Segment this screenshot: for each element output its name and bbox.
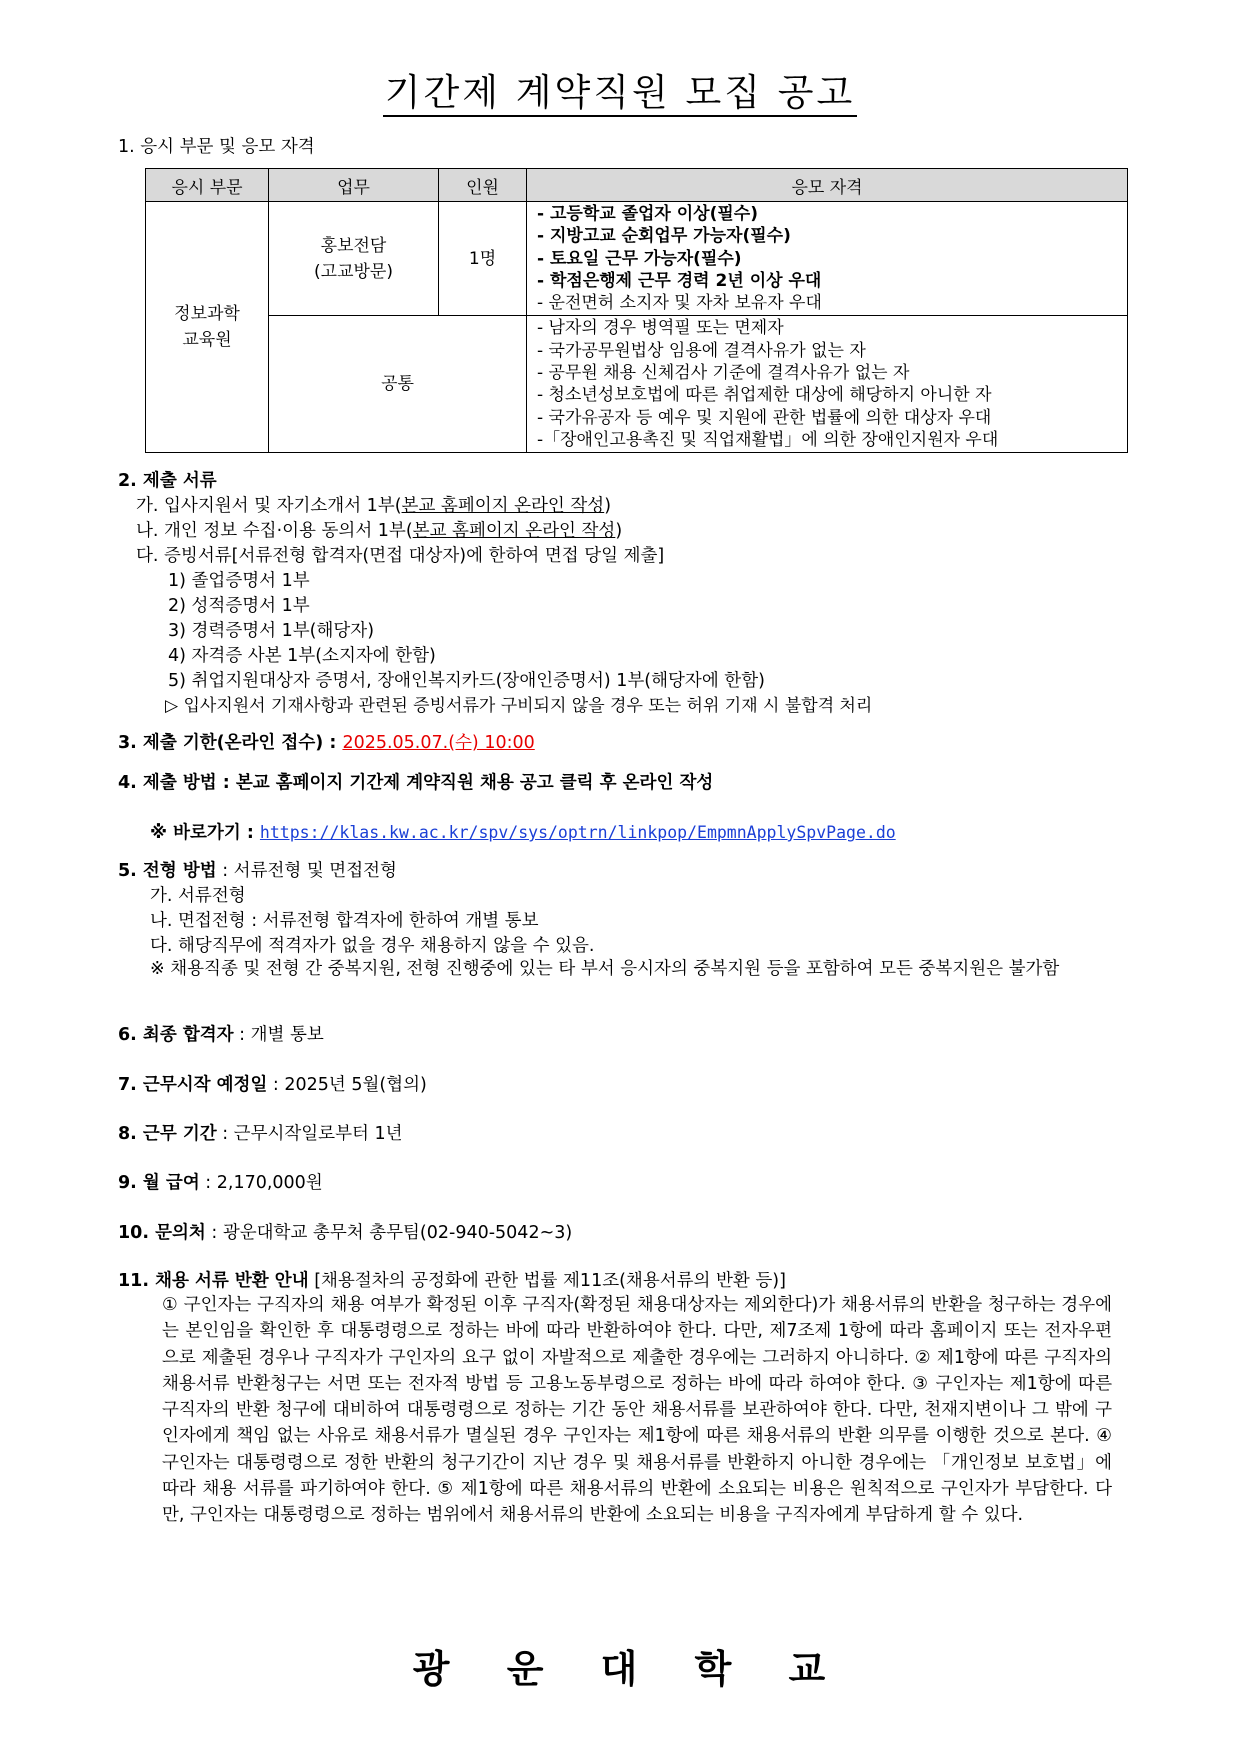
qualifications-cell	[527, 202, 1128, 316]
section-8-value: : 근무시작일로부터 1년	[216, 1124, 403, 1144]
doc-subitem: 4) 자격증 사본 1부(소지자에 한함)	[168, 646, 436, 666]
doc-warning: ▷ 입사지원서 기재사항과 관련된 증빙서류가 구비되지 않을 경우 또는 허위 기재 시 불합격 처리	[165, 696, 873, 716]
job-line: (고교방문)	[314, 261, 393, 282]
qualification-item: -「장애인고용촉진 및 직업재활법」에 의한 장애인지원자 우대	[537, 429, 999, 450]
doc-item-a-suffix: )	[604, 496, 612, 516]
header-dept: 응시 부문	[146, 169, 269, 202]
requirements-table	[145, 168, 1128, 453]
section-3-label: 3. 제출 기한(온라인 접수) :	[118, 733, 343, 753]
section-11-ref: [채용절차의 공정화에 관한 법률 제11조(채용서류의 반환 등)]	[308, 1271, 786, 1291]
section-7-label: 7. 근무시작 예정일	[118, 1075, 268, 1095]
qualification-item: - 토요일 근무 가능자(필수)	[537, 248, 742, 269]
table-row	[146, 316, 1128, 453]
job-cell	[269, 202, 439, 316]
count-cell: 1명	[439, 202, 527, 316]
section-10-label: 10. 문의처	[118, 1223, 206, 1243]
dept-cell	[146, 202, 269, 453]
doc-subitem: 3) 경력증명서 1부(해당자)	[168, 621, 375, 641]
section-6-value: : 개별 통보	[233, 1025, 324, 1045]
job-line: 홍보전담	[320, 235, 387, 256]
doc-item-a-underlined: 본교 홈페이지 온라인 작성	[401, 496, 605, 516]
section-9-value: : 2,170,000원	[199, 1173, 323, 1193]
header-count: 인원	[439, 169, 527, 202]
section-1-heading: 1. 응시 부문 및 응모 자격	[118, 137, 315, 157]
doc-subitem: 1) 졸업증명서 1부	[168, 571, 310, 591]
qualification-item: - 학점은행제 근무 경력 2년 이상 우대	[537, 270, 822, 291]
application-link[interactable]: https://klas.kw.ac.kr/spv/sys/optrn/linkpop/EmpmnApplySpvPage.do	[259, 823, 896, 842]
doc-item-a-text: 가. 입사지원서 및 자기소개서 1부(	[136, 496, 402, 516]
doc-subitem: 2) 성적증명서 1부	[168, 596, 310, 616]
section-5-value: : 서류전형 및 면접전형	[216, 861, 397, 881]
shortcut-label: ※ 바로가기 :	[150, 823, 260, 843]
section-10	[118, 1222, 572, 1244]
section-4: 4. 제출 방법 : 본교 홈페이지 기간제 계약직원 채용 공고 클릭 후 온라인 작성	[118, 773, 714, 793]
deadline-value: 2025.05.07.(수) 10:00	[342, 733, 535, 753]
section-11	[118, 1270, 786, 1292]
section-5-label: 5. 전형 방법	[118, 861, 217, 881]
section-9	[118, 1172, 323, 1194]
page-title: 기간제 계약직원 모집 공고	[0, 62, 1240, 116]
section-8-label: 8. 근무 기간	[118, 1124, 217, 1144]
section-10-value: : 광운대학교 총무처 총무팀(02-940-5042~3)	[205, 1223, 573, 1243]
section-6-label: 6. 최종 합격자	[118, 1025, 234, 1045]
header-qualifications: 응모 자격	[527, 169, 1128, 202]
qualification-item: - 고등학교 졸업자 이상(필수)	[537, 204, 758, 224]
section-9-label: 9. 월 급여	[118, 1173, 200, 1193]
table-header-row	[146, 169, 1128, 202]
doc-item-b	[136, 520, 622, 542]
dept-line: 정보과학	[174, 304, 240, 325]
qualification-item: - 공무원 채용 신체검사 기준에 결격사유가 없는 자	[537, 363, 910, 384]
qualification-item: - 국가공무원법상 임용에 결격사유가 없는 자	[537, 340, 866, 361]
qualification-item: - 남자의 경우 병역필 또는 면제자	[537, 318, 784, 339]
section-8	[118, 1123, 403, 1145]
table-row	[146, 202, 1128, 316]
doc-item-c: 다. 증빙서류[서류전형 합격자(면접 대상자)에 한하여 면접 당일 제출]	[136, 546, 665, 566]
section-7-value: : 2025년 5월(협의)	[267, 1075, 427, 1095]
return-policy-paragraph: ① 구인자는 구직자의 채용 여부가 확정된 이후 구직자(확정된 채용대상자는 제외한다)가 채용서류의 반환을 청구하는 경우에는 본인임을 확인한 후 대통령령으로 정하는 바에 따라 반환하여야 한다. 다만, 제7조제 1항에 따라 홈페이지 또는 전자우편으로 제출된 경우나 구직자가 구인자의 요구 없이 자발적으로 제출한 경우에는 그러하지 아니하다. ② 제1항에 따른 구직자의 채용서류 반환청구는 서면 또는 전자적 방법 등 고용노동부령으로 정하는 바에 따라 하여야 한다. ③ 구인자는 제1항에 따른 구직자의 반환 청구에 대비하여 대통령령으로 정하는 기간 동안 채용서류를 보관하여야 한다. 다만, 천재지변이나 그 밖에 구인자에게 책임 없는 사유로 채용서류가 멸실된 경우 구인자는 제1항에 따른 채용서류의 반환 의무를 이행한 것으로 본다. ④ 구인자는 대통령령으로 정한 반환의 청구기간이 지난 경우 및 채용서류를 반환하지 아니한 경우에는 「개인정보 보호법」에 따라 채용 서류를 파기하여야 한다. ⑤ 제1항에 따른 채용서류의 반환에 소요되는 비용은 원칙적으로 구인자가 부담한다. 다만, 구인자는 대통령령으로 정하는 범위에서 채용서류의 반환에 소요되는 비용을 구직자에게 부담하게 할 수 있다.	[162, 1295, 1112, 1526]
qualification-item: - 지방고교 순회업무 가능자(필수)	[537, 226, 791, 247]
screening-item: 나. 면접전형 : 서류전형 합격자에 한하여 개별 통보	[150, 911, 539, 931]
section-7	[118, 1074, 427, 1096]
common-qualifications-cell	[527, 316, 1128, 453]
section-5	[118, 860, 397, 882]
doc-item-b-underlined: 본교 홈페이지 온라인 작성	[412, 521, 616, 541]
section-11-label: 11. 채용 서류 반환 안내	[118, 1271, 309, 1291]
dept-line: 교육원	[182, 330, 232, 351]
doc-item-a	[136, 495, 611, 517]
shortcut-line	[150, 822, 896, 844]
doc-item-b-suffix: )	[615, 521, 623, 541]
qualification-item: - 청소년성보호법에 따른 취업제한 대상에 해당하지 아니한 자	[537, 385, 992, 406]
screening-item: 다. 해당직무에 적격자가 없을 경우 채용하지 않을 수 있음.	[150, 936, 595, 956]
header-job: 업무	[269, 169, 439, 202]
doc-subitem: 5) 취업지원대상자 증명서, 장애인복지카드(장애인증명서) 1부(해당자에 한함)	[168, 671, 765, 691]
section-2-heading: 2. 제출 서류	[118, 471, 217, 491]
section-3	[118, 732, 535, 754]
screening-note: ※ 채용직종 및 전형 간 중복지원, 전형 진행중에 있는 타 부서 응시자의 중복지원 등을 포함하여 모든 중복지원은 불가함	[150, 959, 1060, 979]
qualification-item: - 운전면허 소지자 및 자차 보유자 우대	[537, 293, 822, 314]
university-name: 광 운 대 학 교	[412, 1647, 828, 1691]
common-cell: 공통	[269, 316, 527, 453]
screening-item: 가. 서류전형	[150, 886, 246, 906]
qualification-item: - 국가유공자 등 예우 및 지원에 관한 법률에 의한 대상자 우대	[537, 407, 992, 428]
section-6	[118, 1024, 324, 1046]
doc-item-b-text: 나. 개인 정보 수집·이용 동의서 1부(	[136, 521, 413, 541]
